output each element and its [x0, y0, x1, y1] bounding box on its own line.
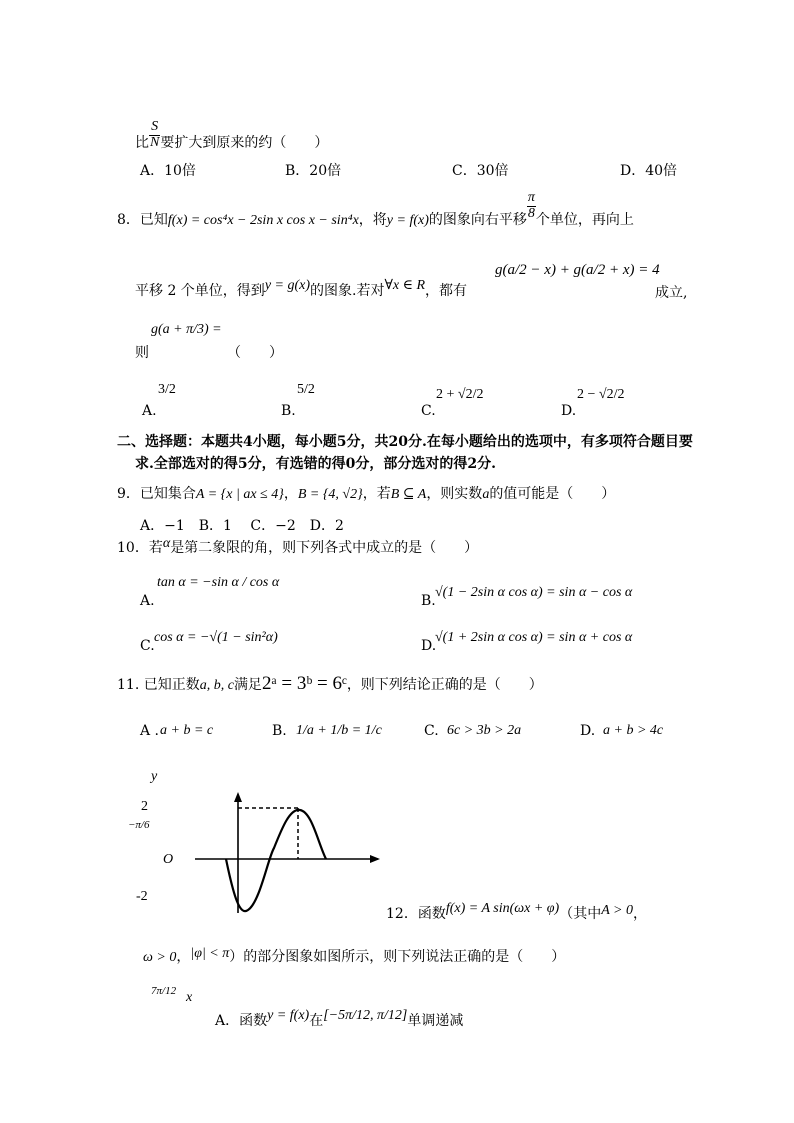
q10-text-b: 是第二象限的角，则下列各式中成立的是（ ）: [170, 540, 479, 556]
q8-option-b-label[interactable]: B.: [281, 403, 296, 419]
q12-option-a-interval: [−5π/12, π/12]: [323, 1008, 408, 1023]
q8-line2-text-a: 平移 2 个单位，得到: [135, 283, 265, 299]
q10-option-a[interactable]: tan α = −sin α / cos α: [157, 575, 280, 590]
q12-option-a-func: y = f(x): [267, 1008, 310, 1023]
q8-shift-fraction: [527, 191, 536, 221]
q12-text-e: ）的部分图象如图所示，则下列说法正确的是（ ）: [229, 949, 566, 965]
q10-option-d[interactable]: √(1 + 2sin α cos α) = sin α + cos α: [435, 630, 633, 645]
q8-option-d-label[interactable]: D.: [561, 403, 577, 419]
q9-line: [117, 483, 615, 503]
q11-text-b: 满足: [233, 677, 262, 693]
q11-line: [117, 673, 543, 695]
q11-option-c[interactable]: 6c > 3b > 2a: [447, 723, 522, 738]
q12-cond-omega: ω > 0: [143, 950, 177, 965]
q9-variable: a: [482, 487, 490, 502]
q12-text-d: ，: [176, 949, 191, 965]
graph-y-label: y: [151, 769, 158, 784]
q8-shift-num: π: [527, 190, 535, 205]
q10-option-d-label[interactable]: D.: [421, 638, 437, 654]
q8-line2-g: y = g(x): [264, 278, 311, 293]
q12-text-b: （其中: [559, 906, 602, 922]
q8-shift-den: 8: [527, 205, 535, 221]
q11-option-d-label[interactable]: D.: [580, 723, 596, 739]
q12-option-a-in: 在: [309, 1013, 324, 1029]
graph-x-label: x: [186, 990, 193, 1005]
q10-line: [117, 537, 478, 557]
q8-line1: [117, 190, 634, 235]
q8-option-b[interactable]: 5/2: [297, 382, 315, 397]
q12-line1: [386, 903, 647, 923]
q9-condition: B ⊆ A: [390, 487, 427, 502]
section2-heading-line2: 求.全部选对的得5分，有选错的得0分，部分选对的得2分.: [135, 456, 496, 472]
q11-text-a: 11. 已知正数: [117, 677, 200, 693]
q9-text-a: 9．已知集合: [117, 486, 196, 502]
q10-text-a: 10．若: [117, 540, 163, 556]
graph-label-neg-pi6: −π/6: [128, 819, 150, 831]
q7-lead: 比: [135, 135, 149, 152]
graph-label-7pi12: 7π/12: [151, 985, 177, 997]
q10-variable: α: [162, 536, 171, 551]
q8-line2-text-c: ，都有: [425, 283, 468, 299]
q10-option-c-label[interactable]: C.: [140, 638, 155, 654]
q8-line3-paren: （ ）: [227, 345, 283, 361]
q11-option-b[interactable]: 1/a + 1/b = 1/c: [296, 723, 382, 738]
q9-text-c: ，若: [362, 486, 391, 502]
q8-line3-then: 则: [135, 345, 149, 361]
q10-option-b-label[interactable]: B.: [421, 593, 436, 609]
q7-fraction: [149, 120, 160, 150]
q8-line2-a: [135, 280, 467, 300]
q7-option-d[interactable]: D．40倍: [620, 163, 678, 179]
q8-line2-forall: ∀x ∈ R: [384, 278, 426, 293]
q11-option-a[interactable]: a + b = c: [160, 723, 214, 738]
q12-text-a: 12．函数: [386, 906, 446, 922]
graph-label-neg-two: -2: [136, 889, 148, 904]
q8-option-c[interactable]: 2 + √2/2: [436, 387, 484, 402]
q8-text-2: 的图象向右平移: [428, 212, 527, 229]
q8-equation: [495, 262, 660, 279]
q11-option-d[interactable]: a + b > 4c: [603, 723, 664, 738]
q9-set-a: A = {x | ax ≤ 4}: [195, 487, 284, 502]
q9-text-d: ，则实数: [426, 486, 483, 502]
sine-curve: [226, 810, 326, 911]
q8-formula-y: y = f(x): [386, 213, 429, 229]
q11-equation: 2ᵃ = 3ᵇ = 6ᶜ: [261, 673, 347, 694]
section2-heading-line1: 二、选择题：本题共4小题，每小题5分，共20分.在每小题给出的选项中，有多项符合题目要: [117, 434, 693, 450]
q7-text: 要扩大到原来的约（ ）: [160, 135, 329, 152]
graph-label-two: 2: [141, 799, 148, 814]
q7-option-b[interactable]: B．20倍: [285, 163, 342, 179]
q8-equation-text: g(a/2 − x) + g(a/2 + x) = 4: [495, 262, 660, 278]
q12-option-a-tail: 单调递减: [407, 1013, 464, 1029]
q12-option-a[interactable]: [215, 1010, 463, 1030]
q8-option-c-label[interactable]: C.: [421, 403, 436, 419]
q11-text-c: ，则下列结论正确的是（ ）: [346, 677, 543, 693]
q11-option-b-label[interactable]: B.: [272, 723, 287, 739]
graph-x-arrow: [370, 855, 380, 863]
q7-option-c[interactable]: C．30倍: [452, 163, 509, 179]
q8-option-d[interactable]: 2 − √2/2: [577, 387, 625, 402]
q8-line2-text-b: 的图象.若对: [310, 283, 385, 299]
q10-option-c[interactable]: cos α = −√(1 − sin²α): [154, 630, 278, 645]
q7-tail-line: [135, 119, 329, 158]
graph-y-arrow: [234, 792, 242, 802]
q11-option-c-label[interactable]: C.: [424, 723, 439, 739]
sine-graph: [190, 788, 385, 918]
q12-cond-a: A > 0: [601, 903, 633, 918]
q8-line2-d: 成立,: [655, 285, 688, 301]
q11-option-a-label[interactable]: A .: [140, 723, 160, 739]
graph-origin-label: O: [163, 852, 174, 867]
q10-option-b[interactable]: √(1 − 2sin α cos α) = sin α − cos α: [435, 585, 633, 600]
q8-text-3: 个单位，再向上: [535, 212, 634, 229]
q7-frac-den: N: [150, 134, 160, 150]
q12-text-c: ，: [632, 906, 647, 922]
q10-option-a-label[interactable]: A.: [140, 593, 155, 609]
q12-line2: [143, 946, 565, 966]
q9-text-b: ，: [283, 486, 298, 502]
q8-option-a-label[interactable]: A.: [142, 403, 157, 419]
q8-option-a[interactable]: 3/2: [158, 382, 176, 397]
q8-formula: f(x) = cos⁴x − 2sin x cos x − sin⁴x: [167, 213, 359, 229]
q7-option-a[interactable]: A．10倍: [140, 163, 196, 179]
q12-function: f(x) = A sin(ωx + φ): [445, 901, 560, 916]
q11-vars: a, b, c: [199, 678, 234, 693]
q9-options[interactable]: A．−1 B．1 C．−2 D．2: [140, 518, 344, 534]
q7-frac-num: S: [149, 120, 160, 136]
q12-cond-phi: |φ| < π: [190, 946, 230, 961]
q12-option-a-text: A．函数: [215, 1013, 268, 1029]
q8-number: 8．已知: [117, 212, 168, 229]
q9-text-e: 的值可能是（ ）: [489, 486, 616, 502]
q8-text-1: ，将: [358, 212, 387, 229]
q9-set-b: B = {4, √2}: [297, 487, 363, 502]
q8-line3-expr: g(a + π/3) =: [151, 322, 222, 337]
